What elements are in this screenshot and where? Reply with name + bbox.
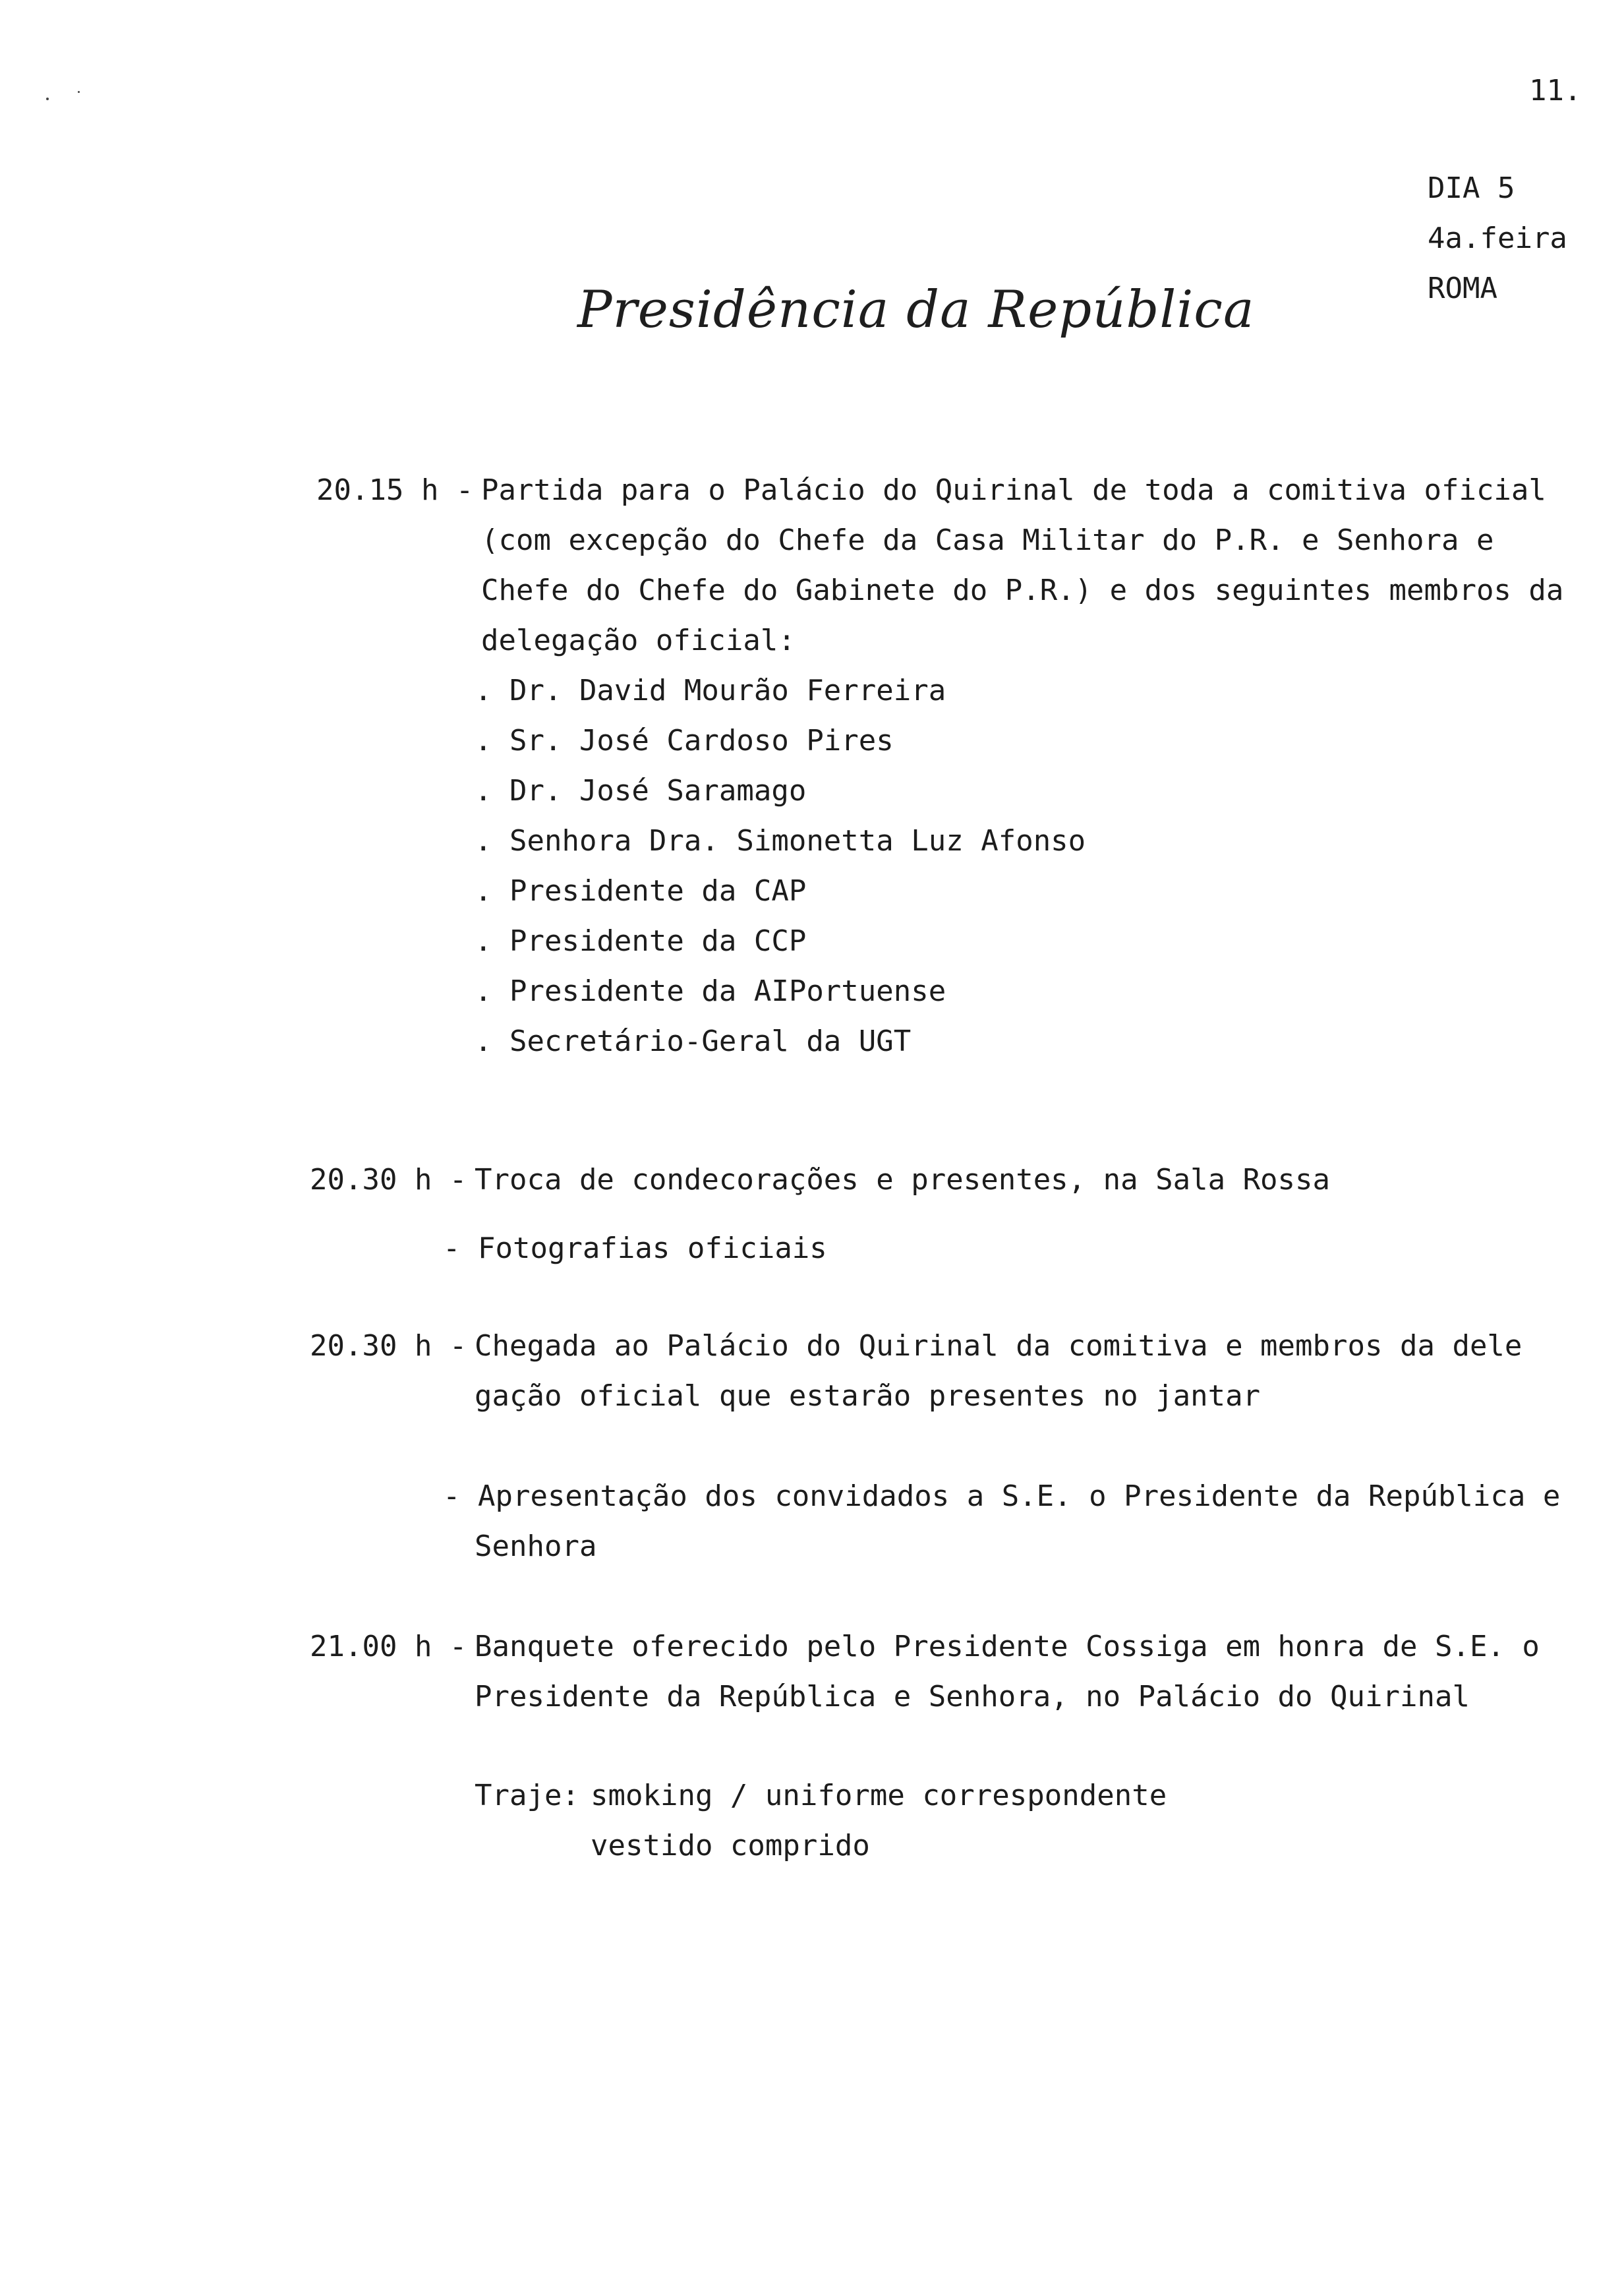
- entry-line: delegação oficial:: [481, 624, 796, 657]
- entry-line: Presidente da República e Senhora, no Palácio do Quirinal: [475, 1680, 1470, 1713]
- scan-speck: [46, 98, 49, 100]
- scan-speck: [78, 91, 80, 93]
- page-number: 11.: [1529, 74, 1582, 107]
- member-item: . Presidente da AIPortuense: [475, 974, 946, 1008]
- time-label: 20.30 h -: [310, 1163, 467, 1197]
- member-item: . Secretário-Geral da UGT: [475, 1025, 912, 1058]
- time-label: 21.00 h -: [310, 1630, 467, 1663]
- time-label: 20.30 h -: [310, 1329, 467, 1363]
- day-label: DIA 5: [1428, 171, 1515, 205]
- member-item: . Dr. David Mourão Ferreira: [475, 674, 946, 707]
- city-label: ROMA: [1428, 272, 1497, 305]
- entry-subline: Senhora: [475, 1530, 597, 1563]
- member-item: . Sr. José Cardoso Pires: [475, 724, 894, 758]
- dress-code-line: vestido comprido: [591, 1829, 870, 1862]
- entry-line: (com excepção do Chefe da Casa Militar do P.R. e Senhora e: [481, 523, 1494, 557]
- weekday-label: 4a.feira: [1428, 222, 1567, 255]
- member-item: . Senhora Dra. Simonetta Luz Afonso: [475, 824, 1086, 858]
- entry-subline: - Apresentação dos convidados a S.E. o Presidente da República e: [443, 1479, 1561, 1513]
- member-item: . Dr. José Saramago: [475, 774, 807, 808]
- member-item: . Presidente da CAP: [475, 874, 807, 908]
- entry-line: gação oficial que estarão presentes no jantar: [475, 1379, 1261, 1413]
- dress-code-label: Traje:: [475, 1779, 579, 1812]
- entry-line: Chefe do Chefe do Gabinete do P.R.) e dos seguintes membros da: [481, 574, 1564, 607]
- time-label: 20.15 h -: [316, 473, 474, 507]
- member-item: . Presidente da CCP: [475, 924, 807, 958]
- dress-code-line: smoking / uniforme correspondente: [591, 1779, 1167, 1812]
- entry-line: Partida para o Palácio do Quirinal de toda a comitiva oficial: [481, 473, 1546, 507]
- entry-line: Troca de condecorações e presentes, na Sala Rossa: [475, 1163, 1331, 1197]
- letterhead-presidencia: Presidência da República: [577, 280, 1255, 340]
- entry-subline: - Fotografias oficiais: [443, 1232, 827, 1265]
- entry-line: Banquete oferecido pelo Presidente Cossiga em honra de S.E. o: [475, 1630, 1540, 1663]
- entry-line: Chegada ao Palácio do Quirinal da comitiva e membros da dele: [475, 1329, 1522, 1363]
